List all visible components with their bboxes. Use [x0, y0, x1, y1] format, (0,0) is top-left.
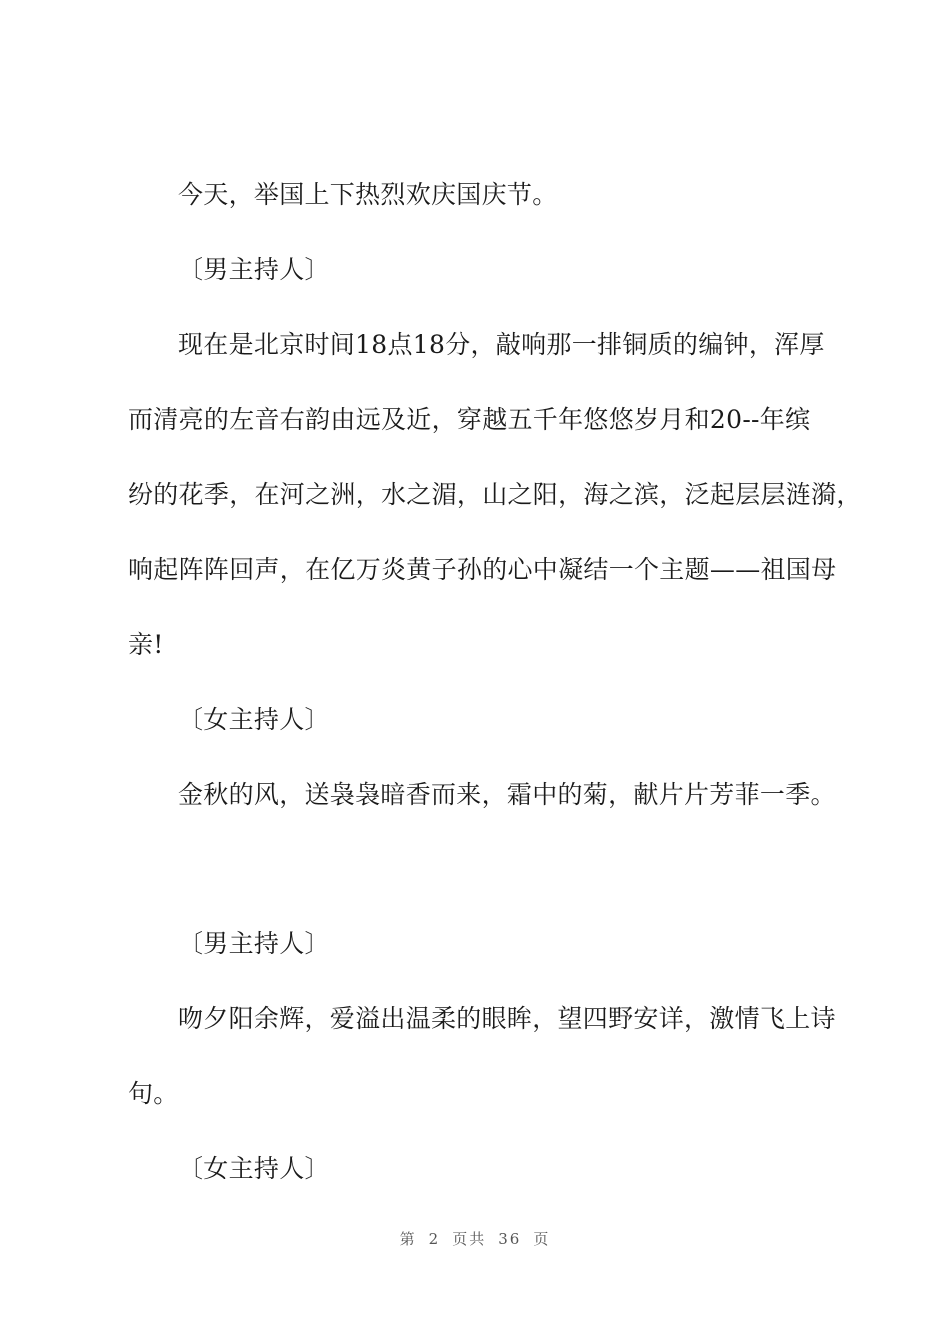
footer-current-page: 2: [428, 1230, 441, 1248]
speaker-label: 〔女主持人〕: [178, 1154, 330, 1183]
paragraph-line: 纷的花季，在河之洲，水之湄，山之阳，海之滨，泛起层层涟漪，: [128, 480, 862, 509]
footer-label-of: 页共: [452, 1230, 487, 1248]
footer-label-page: 第: [399, 1230, 417, 1248]
page-footer: [0, 1228, 950, 1249]
paragraph-line: 亲!: [128, 630, 164, 659]
speaker-label: 〔女主持人〕: [178, 705, 330, 734]
speaker-label: 〔男主持人〕: [178, 929, 330, 958]
paragraph-line: 句。: [128, 1079, 179, 1108]
paragraph-line: 吻夕阳余辉，爱溢出温柔的眼眸，望四野安详，激情飞上诗: [178, 1004, 836, 1033]
footer-total-pages: 36: [498, 1230, 522, 1248]
paragraph-line: 金秋的风，送袅袅暗香而来，霜中的菊，献片片芳菲一季。: [178, 780, 836, 809]
paragraph-line: 响起阵阵回声，在亿万炎黄子孙的心中凝结一个主题——祖国母: [128, 555, 837, 584]
paragraph-line: 而清亮的左音右韵由远及近，穿越五千年悠悠岁月和20--年缤: [128, 405, 811, 434]
paragraph-line: 今天，举国上下热烈欢庆国庆节。: [178, 180, 558, 209]
speaker-label: 〔男主持人〕: [178, 255, 330, 284]
footer-label-end: 页: [533, 1230, 551, 1248]
paragraph-line: 现在是北京时间18点18分，敲响那一排铜质的编钟，浑厚: [178, 330, 825, 359]
